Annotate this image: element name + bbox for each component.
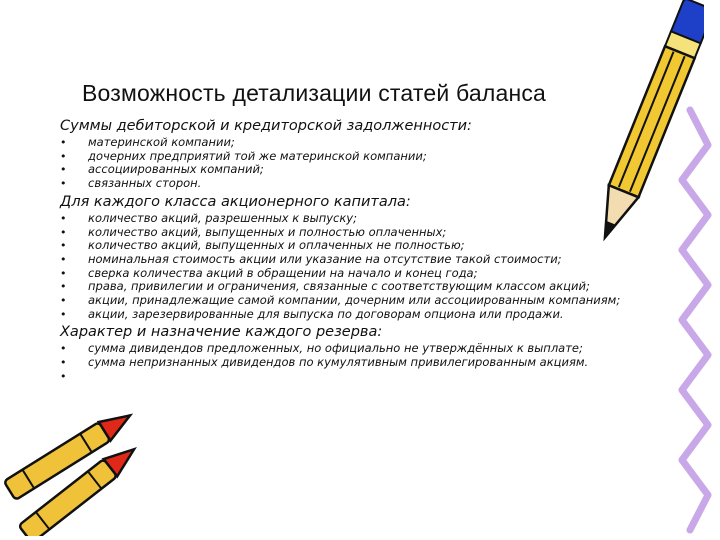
crayons-icon xyxy=(0,396,170,536)
list-item: • сумма непризнанных дивидендов по кумулятивным привилегированным акциям. xyxy=(60,356,660,370)
list-item: • номинальная стоимость акции или указание на отсутствие такой стоимости; xyxy=(60,253,660,267)
list-item: • сверка количества акций в обращении на начало и конец года; xyxy=(60,267,660,281)
list-item: • акции, зарезервированные для выпуска по договорам опциона или продажи. xyxy=(60,308,660,322)
list-item: • количество акций, разрешенных к выпуску; xyxy=(60,212,660,226)
list-item: • количество акций, выпущенных и оплаченных не полностью; xyxy=(60,239,660,253)
section-heading-reserves: Характер и назначение каждого резерва: xyxy=(60,324,383,341)
slide-title: Возможность детализации статей баланса xyxy=(82,80,547,106)
list-item: • акции, принадлежащие самой компании, дочерним или ассоциированным компаниям; xyxy=(60,294,644,308)
list-item: • ассоциированных компаний; xyxy=(60,163,660,177)
list-item: • количество акций, выпущенных и полностью оплаченных; xyxy=(60,226,660,240)
list-item: • права, привилегии и ограничения, связанные с соответствующим классом акций; xyxy=(60,280,660,294)
list-item-empty xyxy=(60,370,660,384)
list-item: • дочерних предприятий той же материнской компании; xyxy=(60,150,660,164)
section-heading-receivables: Суммы дебиторской и кредиторской задолженности: xyxy=(60,118,472,134)
slide-content xyxy=(60,117,660,386)
reserves-list xyxy=(60,342,660,383)
share-capital-list xyxy=(60,212,660,322)
receivables-list xyxy=(60,136,660,191)
list-item: • материнской компании; xyxy=(60,136,660,150)
list-item: • сумма дивидендов предложенных, но официально не утверждённых к выплате; xyxy=(60,342,660,356)
list-item: • связанных сторон. xyxy=(60,177,660,191)
section-heading-share-capital: Для каждого класса акционерного капитала: xyxy=(60,193,411,210)
